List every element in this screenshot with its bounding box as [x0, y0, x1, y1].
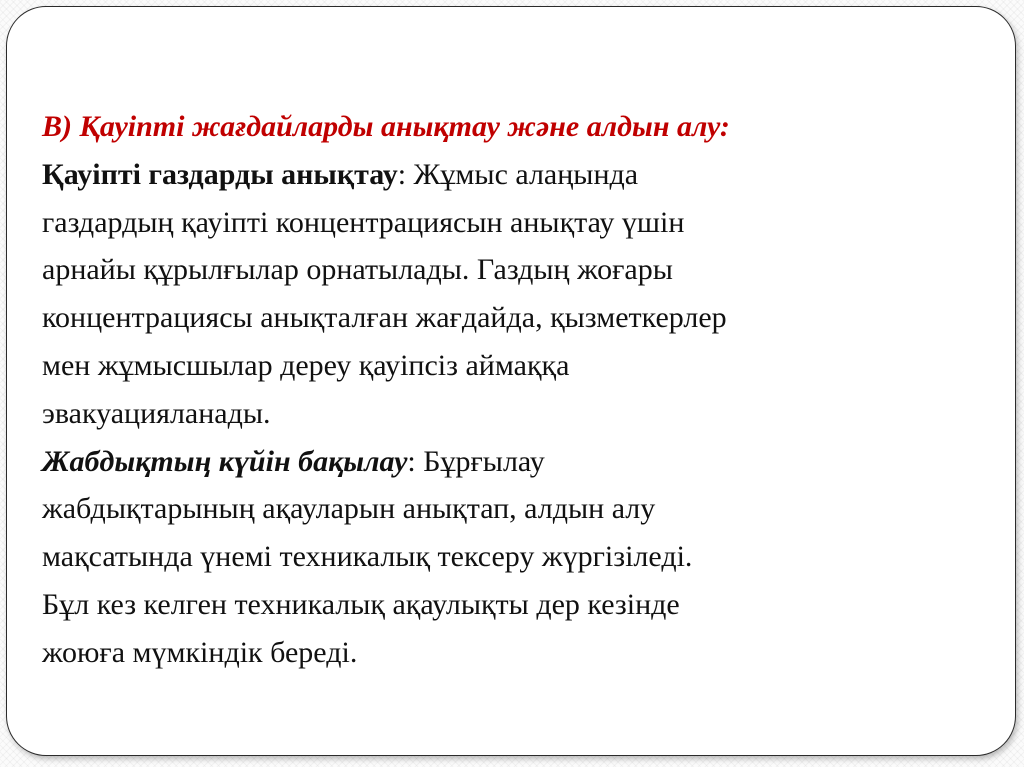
slide-heading: В) Қауіпті жағдайларды анықтау және алдын алу:	[42, 110, 730, 143]
paragraph-2-line-2: жабдықтарының ақауларын анықтап, алдын алу	[42, 492, 656, 526]
paragraph-1-colon: :	[397, 157, 407, 191]
paragraph-2-term: Жабдықтың күйін бақылау	[42, 444, 408, 478]
paragraph-1-line-6: эвакуацияланады.	[42, 396, 271, 430]
paragraph-2-line-3: мақсатында үнемі техникалық тексеру жүргізіледі.	[42, 540, 693, 574]
paragraph-2-text-1: Бұрғылау	[415, 444, 545, 478]
paragraph-1-line-4: концентрациясы анықталған жағдайда, қызметкерлер	[42, 301, 727, 335]
paragraph-1-line-5: мен жұмысшылар дереу қауіпсіз аймаққа	[42, 348, 570, 382]
paragraph-1-line-3: арнайы құрылғылар орнатылады. Газдың жоғары	[42, 253, 673, 287]
paragraph-2-line-1	[42, 438, 992, 486]
paragraph-1-text-1: Жұмыс алаңында	[406, 157, 639, 191]
paragraph-2-line-4: Бұл кез келген техникалық ақаулықты дер кезінде	[42, 587, 680, 621]
paragraph-1-term: Қауіпті газдарды анықтау	[42, 157, 398, 191]
paragraph-2-colon: :	[407, 444, 416, 478]
slide-content	[42, 103, 992, 677]
paragraph-2-line-5: жоюға мүмкіндік береді.	[42, 635, 358, 669]
paragraph-1-line-1	[42, 151, 992, 199]
paragraph-1-line-2: газдардың қауіпті концентрациясын анықтау үшін	[42, 205, 685, 239]
